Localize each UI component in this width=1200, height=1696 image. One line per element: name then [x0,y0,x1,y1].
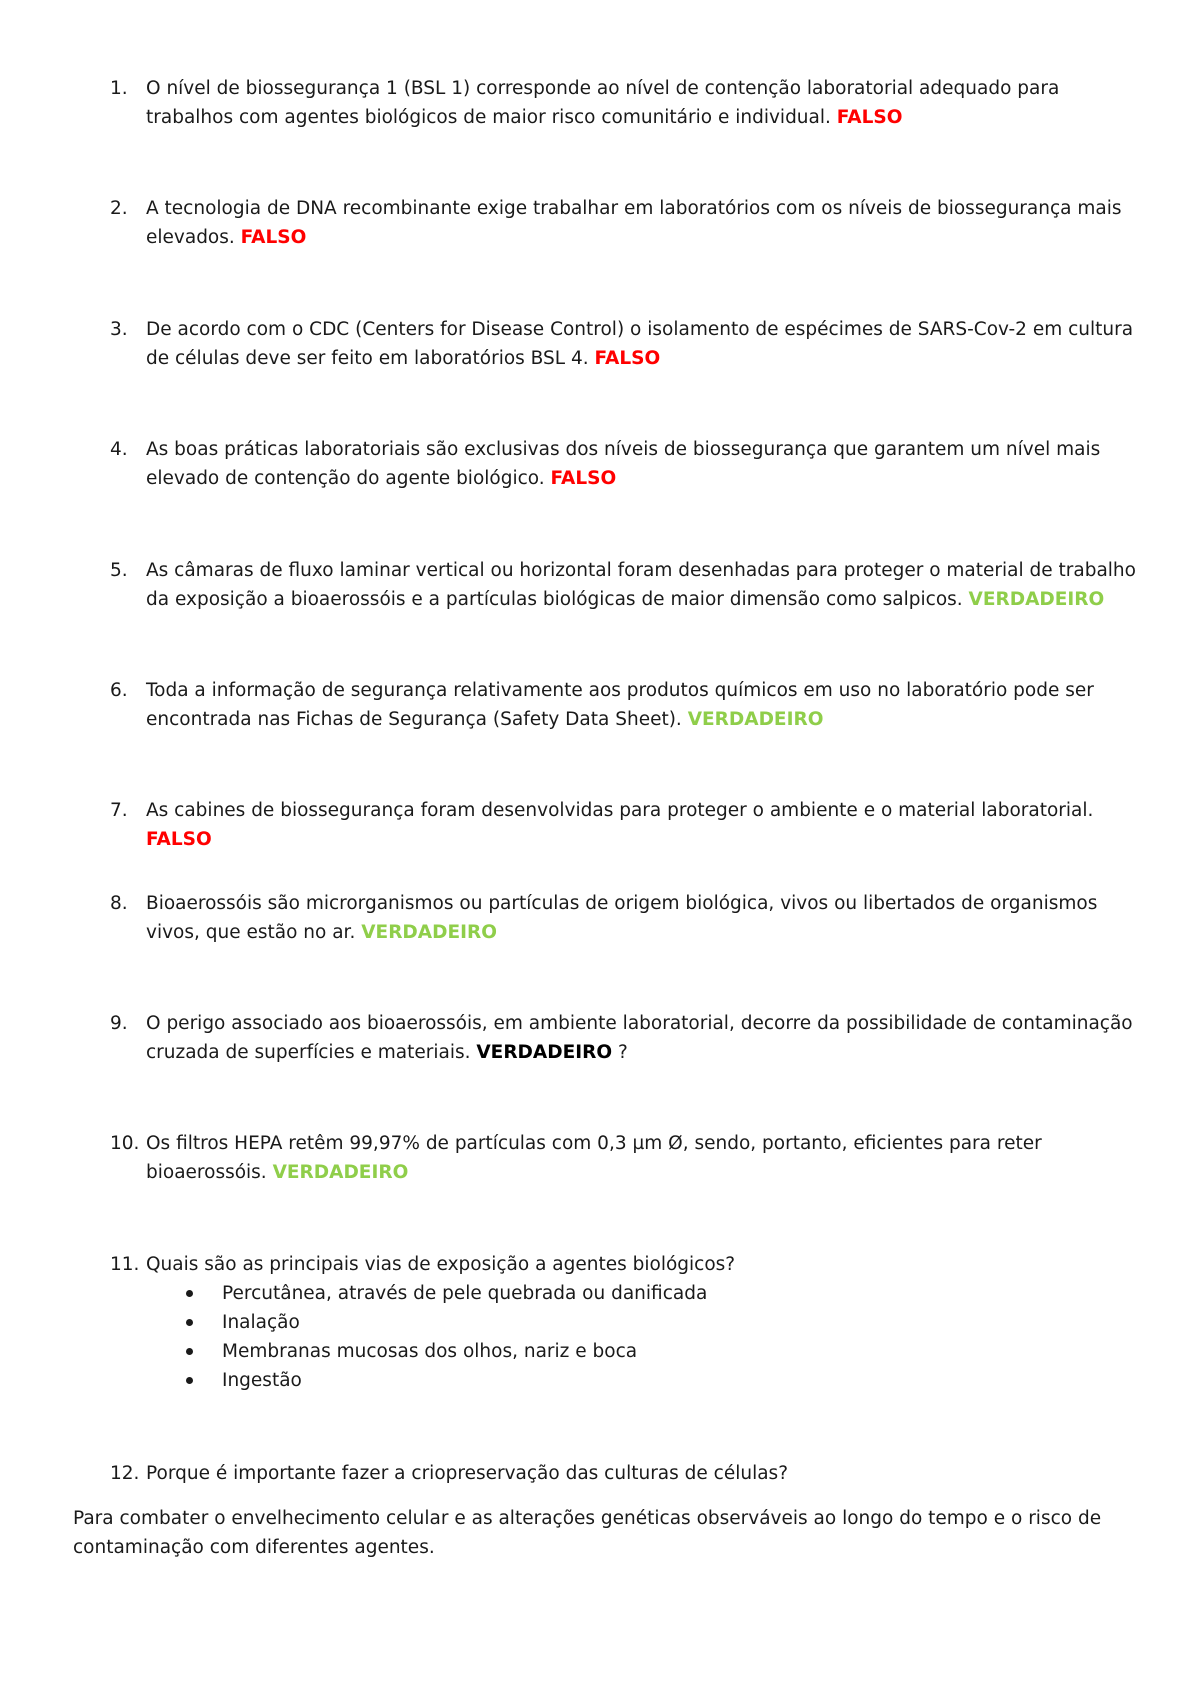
question-9 [110,1009,1140,1067]
list-item: Inalação [182,1308,1140,1337]
exposure-routes-list [182,1279,1140,1395]
answer-label: VERDADEIRO [968,589,1105,610]
question-text: O perigo associado aos bioaerossóis, em ambiente laboratorial, decorre da possibilidade de contaminação cruzada de superfícies e materiais. [146,1013,1133,1063]
answer-label: VERDADEIRO [272,1162,409,1183]
answer-question-mark: ? [612,1042,628,1063]
question-number: 5. [110,560,128,581]
question-number: 2. [110,198,128,219]
question-text: Toda a informação de segurança relativamente aos produtos químicos em uso no laboratório pode ser encontrada nas Fichas de Segurança (Safety Data Sheet). [146,680,1094,730]
question-text: A tecnologia de DNA recombinante exige trabalhar em laboratórios com os níveis de biossegurança mais elevados. [146,198,1122,248]
answer-label: FALSO [146,829,212,850]
question-number: 10. [110,1133,140,1154]
question-text: Porque é importante fazer a criopreservação das culturas de células? [146,1463,789,1484]
question-number: 11. [110,1254,140,1275]
list-item: Percutânea, através de pele quebrada ou danificada [182,1279,1140,1308]
question-text: As cabines de biossegurança foram desenvolvidas para proteger o ambiente e o material laboratorial. [146,800,1094,821]
question-text: Bioaerossóis são microrganismos ou partículas de origem biológica, vivos ou libertados de organismos vivos, que estão no ar. [146,893,1098,943]
question-6 [110,676,1140,734]
question-number: 7. [110,800,128,821]
question-number: 12. [110,1463,140,1484]
answer-paragraph: Para combater o envelhecimento celular e as alterações genéticas observáveis ao longo do tempo e o risco de contaminação com diferentes agentes. [73,1508,1102,1558]
question-4 [110,435,1140,493]
question-12 [110,1459,1140,1488]
list-item: Ingestão [182,1366,1140,1395]
question-11 [110,1250,1140,1395]
question-2 [110,194,1140,252]
question-text: Os filtros HEPA retêm 99,97% de partículas com 0,3 µm Ø, sendo, portanto, eficientes para reter bioaerossóis. [146,1133,1042,1183]
question-text: O nível de biossegurança 1 (BSL 1) corresponde ao nível de contenção laboratorial adequado para trabalhos com agentes biológicos de maior risco comunitário e individual. [146,78,1060,128]
answer-label: FALSO [594,348,661,369]
question-number: 1. [110,78,128,99]
answer-label: FALSO [240,227,307,248]
question-10 [110,1129,1140,1187]
answer-label: FALSO [836,107,903,128]
answer-label: VERDADEIRO [476,1042,613,1063]
question-text: Quais são as principais vias de exposição a agentes biológicos? [146,1254,736,1275]
answer-label: VERDADEIRO [687,709,824,730]
question-3 [110,315,1140,373]
question-8 [110,889,1140,947]
question-number: 4. [110,439,128,460]
answer-label: VERDADEIRO [361,922,497,943]
list-item: Membranas mucosas dos olhos, nariz e boca [182,1337,1140,1366]
question-5 [110,556,1140,614]
question-text: De acordo com o CDC (Centers for Disease Control) o isolamento de espécimes de SARS-Cov-2 em cultura de células deve ser feito em laboratórios BSL 4. [146,319,1134,369]
question-number: 3. [110,319,128,340]
answer-label: FALSO [550,468,617,489]
question-number: 8. [110,893,128,914]
question-7 [110,796,1140,854]
question-1 [110,74,1140,132]
question-text: As câmaras de fluxo laminar vertical ou horizontal foram desenhadas para proteger o material de trabalho da exposição a bioaerossóis e a partículas biológicas de maior dimensão como salpicos. [146,560,1136,610]
question-number: 6. [110,680,128,701]
question-number: 9. [110,1013,128,1034]
question-text: As boas práticas laboratoriais são exclusivas dos níveis de biossegurança que garantem um nível mais elevado de contenção do agente biológico. [146,439,1101,489]
